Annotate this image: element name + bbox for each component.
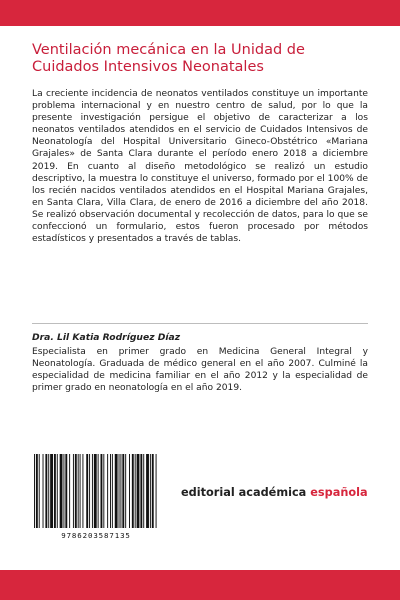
author-name: Dra. Lil Katia Rodríguez Díaz	[32, 332, 181, 343]
barcode-bars-icon	[32, 454, 160, 530]
publisher-name-accent: española	[310, 486, 368, 499]
abstract-paragraph: La creciente incidencia de neonatos ventilados constituye un importante problema internacional y en nuestro centro de salud, por lo que la presente investigación persigue el objetivo de caracterizar a los neonatos ventilados atendidos en el servicio de Cuidados Intensivos de Neonatología del Hospital Universitario Gineco-Obstétrico «Mariana Grajales» de Santa Clara durante el período enero 2018 a diciembre 2019. En cuanto al diseño metodológico se realizó un estudio descriptivo, la muestra lo constituye el universo, formado por el 100% de los recién nacidos ventilados atendidos en el Hospital Mariana Grajales, en Santa Clara, Villa Clara, de enero de 2016 a diciembre del año 2018. Se realizó observación documental y recolección de datos, para lo que se confeccionó un formulario, estos fueron procesado por métodos estadísticos y presentados a través de tablas.	[32, 89, 368, 245]
bottom-color-band	[0, 570, 400, 600]
section-divider	[32, 323, 368, 324]
isbn-barcode	[32, 454, 160, 544]
back-cover-text	[32, 42, 368, 245]
publisher-name: editorial académica	[181, 486, 307, 499]
isbn-number: 9786203587135	[61, 531, 131, 540]
author-bio: Especialista en primer grado en Medicina General Integral y Neonatología. Graduada de médico general en el año 2007. Culminé la especialidad de medicina familiar en el año 2012 y la especialidad de primer grado en neonatología en el año 2019.	[32, 347, 368, 394]
top-color-band	[0, 0, 400, 26]
publisher-logo	[181, 486, 368, 499]
author-section	[32, 332, 368, 394]
book-title: Ventilación mecánica en la Unidad de Cuidados Intensivos Neonatales	[32, 42, 305, 75]
